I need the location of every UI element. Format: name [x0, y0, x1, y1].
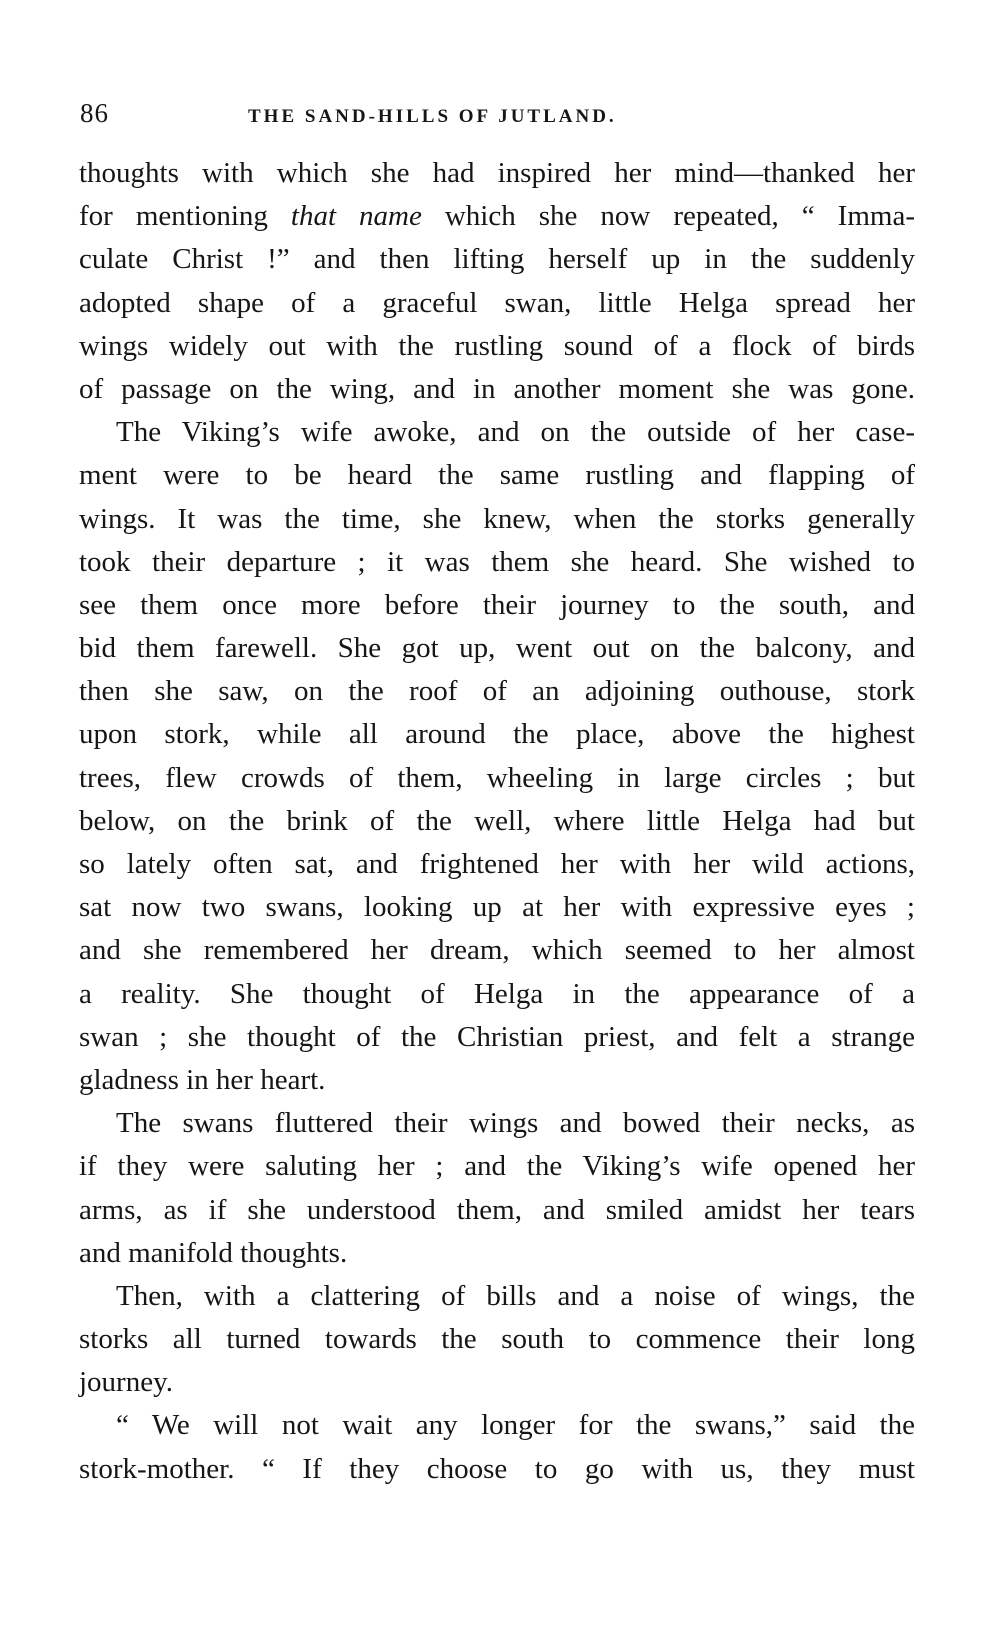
- paragraph: [79, 1404, 915, 1490]
- page-header: [78, 92, 916, 132]
- text-run: wings widely out with the rustling sound of a flock of birds: [79, 329, 915, 362]
- text-line: [79, 1232, 915, 1275]
- text-line: [79, 1318, 915, 1361]
- text-run: took their departure ; it was them she heard. She wished to: [79, 545, 915, 578]
- text-line: [79, 195, 915, 238]
- text-run: for mentioning: [79, 200, 291, 233]
- paragraph: [79, 152, 915, 411]
- paragraph: [79, 1275, 915, 1405]
- text-line: [79, 1275, 915, 1318]
- text-run: so lately often sat, and frightened her with her wild actions,: [79, 848, 915, 880]
- text-run: ment were to be heard the same rustling and flapping of: [79, 459, 915, 492]
- text-run: gladness in her heart.: [79, 1063, 326, 1096]
- text-run: if they were saluting her ; and the Viking’s wife opened her: [79, 1150, 915, 1183]
- text-run: sat now two swans, looking up at her with expressive eyes ;: [79, 891, 915, 924]
- text-run: and manifold thoughts.: [79, 1236, 348, 1269]
- text-run: thoughts with which she had inspired her mind—thanked her: [79, 157, 915, 189]
- body-text: [79, 152, 915, 1491]
- text-run: storks all turned towards the south to commence their long: [79, 1323, 915, 1356]
- text-run: stork-mother. “ If they choose to go with us, they must: [79, 1452, 915, 1485]
- text-line: [79, 1448, 915, 1491]
- page-number: 86: [80, 98, 109, 128]
- text-line: [79, 1016, 915, 1059]
- text-line: [79, 757, 915, 800]
- paragraph: [79, 1102, 915, 1275]
- text-line: [79, 973, 915, 1016]
- text-line: [79, 1059, 915, 1102]
- text-line: [79, 498, 915, 541]
- text-line: [79, 1361, 915, 1404]
- text-line: [79, 843, 915, 886]
- text-line: [79, 411, 915, 454]
- text-line: [79, 152, 915, 195]
- text-line: [79, 1404, 915, 1447]
- text-line: [79, 238, 915, 281]
- text-line: [79, 541, 915, 584]
- text-run: wings. It was the time, she knew, when the storks generally: [79, 502, 915, 535]
- text-run: of passage on the wing, and in another moment she was gone.: [79, 372, 915, 405]
- text-run: then she saw, on the roof of an adjoining outhouse, stork: [79, 675, 915, 708]
- text-run: journey.: [79, 1366, 173, 1399]
- text-run: The swans fluttered their wings and bowed their necks, as: [116, 1107, 915, 1140]
- text-line: [79, 800, 915, 843]
- text-run: culate Christ !” and then lifting herself up in the suddenly: [79, 243, 915, 276]
- text-run: “ We will not wait any longer for the swans,” said the: [116, 1409, 915, 1442]
- text-line: [79, 368, 915, 411]
- text-run: The Viking’s wife awoke, and on the outside of her case-: [116, 416, 915, 449]
- text-line: [79, 627, 915, 670]
- text-run: below, on the brink of the well, where little Helga had but: [79, 804, 915, 837]
- text-line: [79, 1102, 915, 1145]
- italic-text: that name: [290, 200, 422, 233]
- text-run: see them once more before their journey to the south, and: [79, 588, 915, 621]
- text-line: [79, 670, 915, 713]
- text-line: [79, 584, 915, 627]
- running-title: THE SAND-HILLS OF JUTLAND.: [248, 106, 617, 127]
- text-run: Then, with a clattering of bills and a noise of wings, the: [116, 1279, 915, 1312]
- text-line: [79, 1189, 915, 1232]
- paragraph: [79, 411, 915, 1102]
- text-line: [79, 454, 915, 497]
- text-line: [79, 325, 915, 368]
- text-run: and she remembered her dream, which seemed to her almost: [79, 934, 915, 967]
- text-line: [79, 713, 915, 756]
- text-run: a reality. She thought of Helga in the appearance of a: [79, 977, 915, 1010]
- text-run: arms, as if she understood them, and smiled amidst her tears: [79, 1193, 915, 1226]
- text-line: [79, 886, 915, 929]
- text-run: trees, flew crowds of them, wheeling in large circles ; but: [79, 761, 915, 794]
- text-run: upon stork, while all around the place, above the highest: [79, 718, 915, 751]
- text-line: [79, 1145, 915, 1188]
- text-run: which she now repeated, “ Imma-: [421, 200, 915, 233]
- text-run: swan ; she thought of the Christian priest, and felt a strange: [79, 1020, 915, 1053]
- text-line: [79, 929, 915, 972]
- text-run: bid them farewell. She got up, went out on the balcony, and: [79, 632, 915, 665]
- text-line: [79, 282, 915, 325]
- text-run: adopted shape of a graceful swan, little Helga spread her: [79, 286, 915, 319]
